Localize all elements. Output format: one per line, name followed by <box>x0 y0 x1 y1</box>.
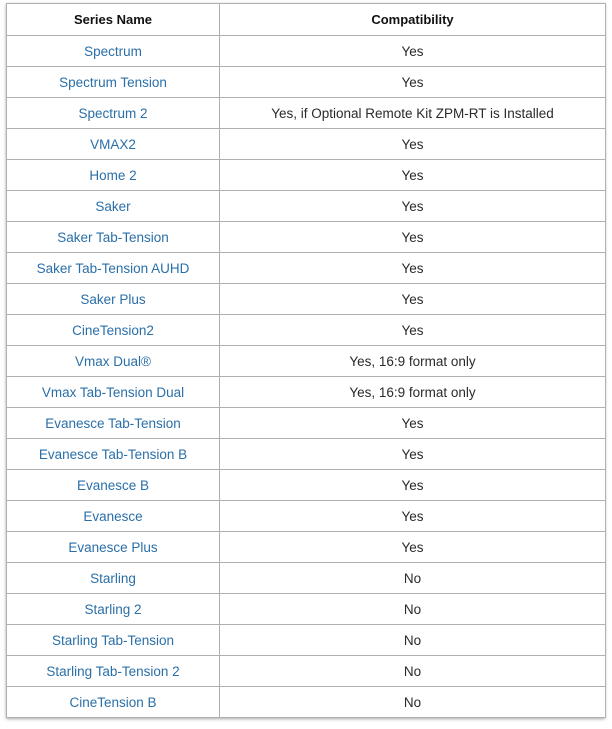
series-name-cell <box>7 408 220 439</box>
series-name-cell <box>7 284 220 315</box>
series-link[interactable]: Starling Tab-Tension 2 <box>46 663 180 679</box>
series-name-cell <box>7 532 220 563</box>
compatibility-cell: No <box>220 563 606 594</box>
series-name-cell <box>7 191 220 222</box>
series-name-cell <box>7 315 220 346</box>
series-link[interactable]: Saker Plus <box>80 291 146 307</box>
table-row <box>7 129 606 160</box>
compatibility-cell: No <box>220 625 606 656</box>
table-row <box>7 253 606 284</box>
series-name-cell <box>7 346 220 377</box>
table-row <box>7 284 606 315</box>
series-name-cell <box>7 222 220 253</box>
compatibility-cell: Yes, 16:9 format only <box>220 346 606 377</box>
table-row <box>7 470 606 501</box>
series-name-cell <box>7 501 220 532</box>
table-row <box>7 222 606 253</box>
table-row <box>7 408 606 439</box>
series-name-cell <box>7 594 220 625</box>
compatibility-cell: No <box>220 656 606 687</box>
series-name-cell <box>7 625 220 656</box>
compatibility-cell: Yes <box>220 501 606 532</box>
series-link[interactable]: Spectrum Tension <box>59 74 167 90</box>
series-link[interactable]: Evanesce B <box>76 477 150 493</box>
header-series-name: Series Name <box>7 4 220 36</box>
compatibility-table-container <box>6 3 605 718</box>
series-link[interactable]: VMAX2 <box>90 136 136 152</box>
series-link[interactable]: Saker Tab-Tension AUHD <box>36 260 190 276</box>
compatibility-cell: Yes <box>220 284 606 315</box>
table-header-row <box>7 4 606 36</box>
series-link[interactable]: Starling Tab-Tension <box>51 632 175 648</box>
series-link[interactable]: Home 2 <box>89 167 137 183</box>
compatibility-cell: Yes <box>220 36 606 67</box>
compatibility-cell: Yes <box>220 222 606 253</box>
table-row <box>7 160 606 191</box>
series-link[interactable]: CineTension2 <box>72 322 154 338</box>
table-row <box>7 687 606 718</box>
series-link[interactable]: Spectrum 2 <box>78 105 148 121</box>
series-link[interactable]: Vmax Tab-Tension Dual <box>41 384 185 400</box>
compatibility-cell: No <box>220 687 606 718</box>
series-name-cell <box>7 98 220 129</box>
table-row <box>7 501 606 532</box>
compatibility-cell: Yes, if Optional Remote Kit ZPM-RT is Installed <box>220 98 606 129</box>
table-row <box>7 377 606 408</box>
series-name-cell <box>7 687 220 718</box>
compatibility-table <box>6 3 606 718</box>
series-name-cell <box>7 563 220 594</box>
compatibility-cell: Yes <box>220 532 606 563</box>
series-link[interactable]: CineTension B <box>69 694 157 710</box>
series-name-cell <box>7 439 220 470</box>
table-row <box>7 315 606 346</box>
series-link[interactable]: Saker Tab-Tension <box>57 229 169 245</box>
compatibility-cell: Yes <box>220 129 606 160</box>
header-compatibility: Compatibility <box>220 4 606 36</box>
series-link[interactable]: Evanesce Tab-Tension B <box>38 446 188 462</box>
series-link[interactable]: Evanesce <box>83 508 143 524</box>
series-link[interactable]: Starling <box>90 570 136 586</box>
series-link[interactable]: Starling 2 <box>84 601 142 617</box>
series-name-cell <box>7 160 220 191</box>
series-link[interactable]: Evanesce Tab-Tension <box>45 415 181 431</box>
series-name-cell <box>7 656 220 687</box>
compatibility-cell: Yes <box>220 67 606 98</box>
compatibility-cell: Yes <box>220 191 606 222</box>
series-name-cell <box>7 36 220 67</box>
table-row <box>7 98 606 129</box>
table-row <box>7 594 606 625</box>
compatibility-cell: No <box>220 594 606 625</box>
compatibility-cell: Yes <box>220 315 606 346</box>
series-name-cell <box>7 377 220 408</box>
series-name-cell <box>7 253 220 284</box>
table-row <box>7 439 606 470</box>
compatibility-cell: Yes <box>220 253 606 284</box>
table-row <box>7 346 606 377</box>
series-name-cell <box>7 470 220 501</box>
compatibility-cell: Yes <box>220 408 606 439</box>
table-row <box>7 625 606 656</box>
series-link[interactable]: Vmax Dual® <box>75 353 151 369</box>
compatibility-cell: Yes <box>220 160 606 191</box>
table-row <box>7 36 606 67</box>
compatibility-cell: Yes <box>220 439 606 470</box>
series-link[interactable]: Saker <box>95 198 131 214</box>
table-row <box>7 67 606 98</box>
series-name-cell <box>7 67 220 98</box>
series-name-cell <box>7 129 220 160</box>
series-link[interactable]: Evanesce Plus <box>68 539 158 555</box>
table-row <box>7 563 606 594</box>
compatibility-cell: Yes <box>220 470 606 501</box>
table-row <box>7 191 606 222</box>
compatibility-cell: Yes, 16:9 format only <box>220 377 606 408</box>
series-link[interactable]: Spectrum <box>84 43 142 59</box>
table-row <box>7 532 606 563</box>
table-row <box>7 656 606 687</box>
